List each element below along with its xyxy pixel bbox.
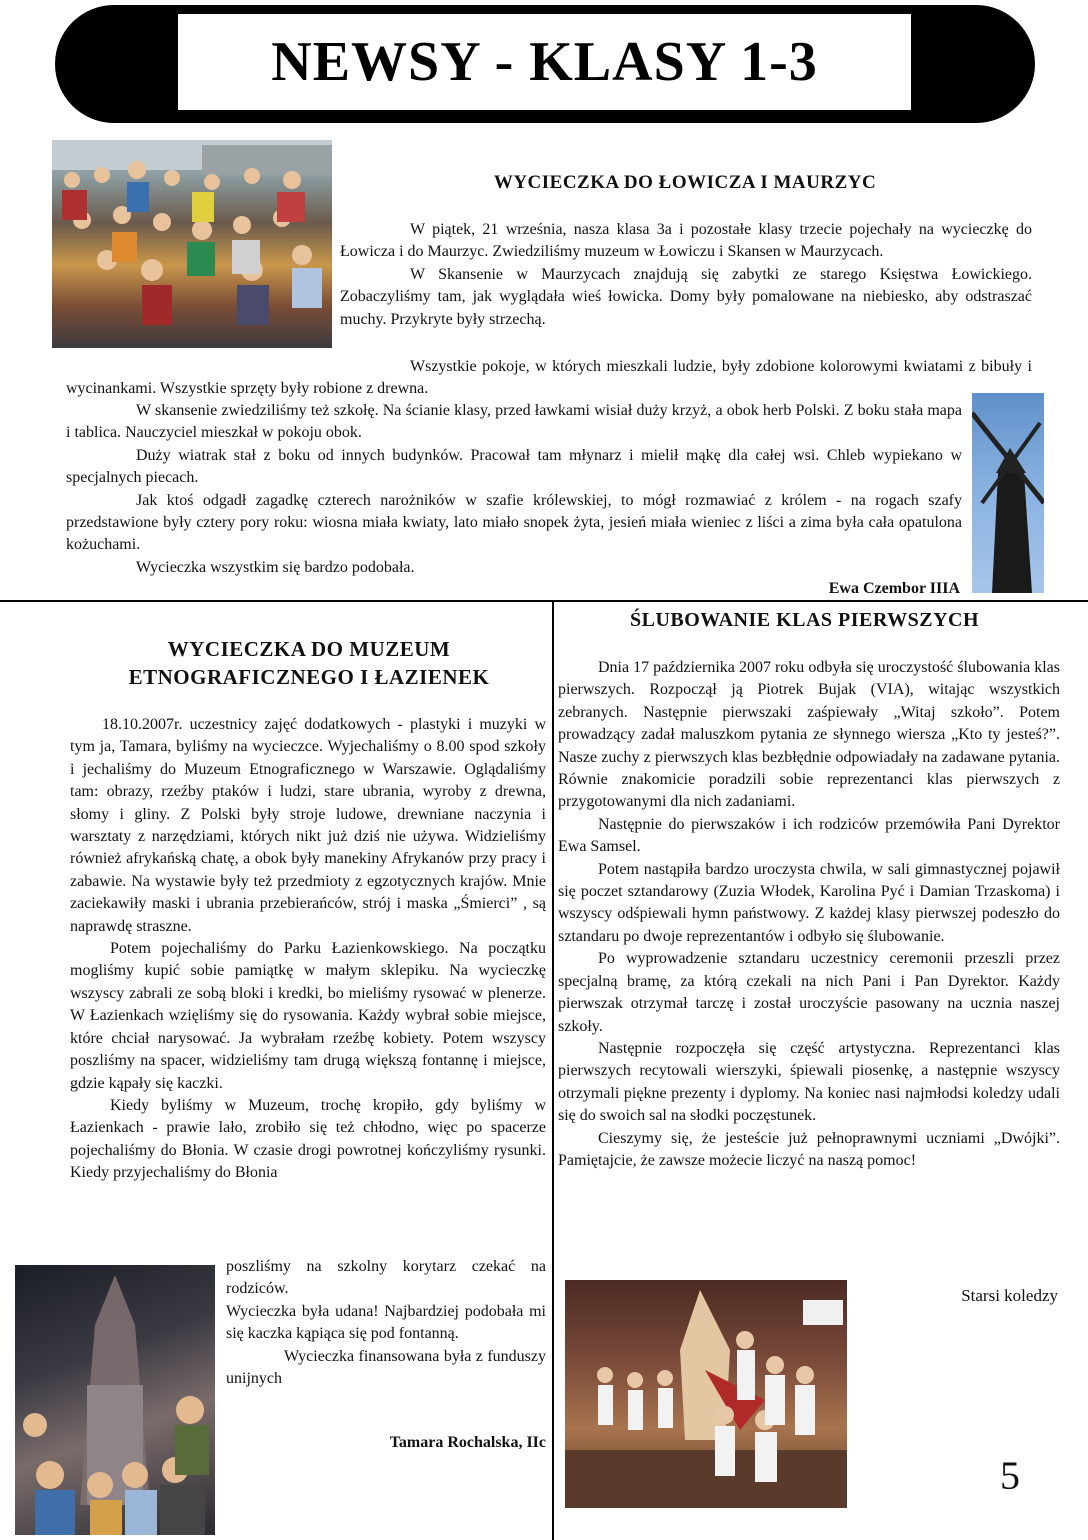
article3-paragraph: Potem nastąpiła bardzo uroczysta chwila, w sali gimnastycznej pojawił się poczet sztandarowy (Zuzia Włodek, Karolina Pyć i Damian Trzaskoma) i wszyscy odśpiewali hymn państwowy. Z każdej klasy pierwszej podeszło do sztandaru po dwoje reprezentantów i odbyło się ślubowanie. xyxy=(558,860,1060,945)
article1-paragraph: W skansenie zwiedziliśmy też szkołę. Na ścianie klasy, przed ławkami wisiał duży krzyż, a obok herb Polski. Z boku stała mapa i tablica. Nauczyciel mieszkał w pokoju obok. xyxy=(66,402,962,442)
article3-paragraph: Następnie rozpoczęła się część artystyczna. Reprezentanci klas pierwszych recytowali wierszyki, śpiewali piosenkę, a następnie wszyscy otrzymali piękne prezenty i dyplomy. Na koniec nasi najmłodsi koledzy udali się do swoich sal na słodki poczęstunek. xyxy=(558,1039,1060,1125)
photo-class-trip-group xyxy=(52,140,332,348)
photo-windmill xyxy=(972,393,1044,593)
article3-paragraph: Cieszymy się, że jesteście już pełnoprawnymi uczniami „Dwójki”. Pamiętajcie, że zawsze możecie liczyć na naszą pomoc! xyxy=(558,1129,1060,1169)
article2-author: Tamara Rochalska, IIc xyxy=(389,1434,546,1451)
article1-paragraph: W piątek, 21 września, nasza klasa 3a i pozostałe klasy trzecie pojechały na wycieczkę do Łowicza i do Maurzyc. Zwiedziliśmy muzeum w Łowiczu i Skansen w Maurzycach. xyxy=(340,221,1032,261)
article2-body xyxy=(70,714,546,1185)
page-number: 5 xyxy=(1000,1453,1020,1498)
article2-title-line: ETNOGRAFICZNEGO I ŁAZIENEK xyxy=(128,665,490,689)
article1-paragraph: Wszystkie pokoje, w których mieszkali ludzie, były zdobione kolorowymi kwiatami z bibuły i wycinankami. Wszystkie sprzęty były robione z drewna. xyxy=(66,358,1032,398)
article3-title: ŚLUBOWANIE KLAS PIERWSZYCH xyxy=(630,609,980,631)
article2-title xyxy=(70,635,548,691)
vertical-divider xyxy=(552,600,554,1540)
page-title: NEWSY - KLASY 1-3 xyxy=(271,31,818,93)
article1-paragraph: Duży wiatrak stał z boku od innych budynków. Pracował tam młynarz i mielił mąkę dla całej wsi. Chleb wypiekano w specjalnych piecach. xyxy=(66,446,962,487)
article1-body-bottom xyxy=(66,400,962,579)
article1-title: WYCIECZKA DO ŁOWICZA I MAURZYC xyxy=(493,172,877,193)
article2-paragraph: 18.10.2007r. uczestnicy zajęć dodatkowych - plastyki i muzyki w tym ja, Tamara, byliśmy na wycieczce. Wyjechaliśmy o 8.00 spod szkoły i jechaliśmy do Muzeum Etnograficznego w Warszawie. Oglądaliśmy tam: obrazy, rzeźby ptaków i ludzi, stare ubrania, wyroby z drewna, słomy i gliny. Z Polski były stroje ludowe, drewniane naczynia i warsztaty z narzędziami, których nikt już dziś nie używa. Widzieliśmy również afrykańską chatę, a obok były manekiny Afrykanów przy pracy i zabawie. Na wystawie były też przedmioty z egzotycznych krajów. Mnie zaciekawiły maski i ubrania przebierańców, strój i maska „Śmierci” , są naprawdę straszne. xyxy=(70,716,546,935)
article2-paragraph: poszliśmy na szkolny korytarz czekać na rodziców. xyxy=(226,1258,546,1298)
article3-paragraph: Dnia 17 października 2007 roku odbyła się uroczystość ślubowania klas pierwszych. Rozpoczął ją Piotrek Bujak (VIA), witając wszystkich zebranych. Następnie pierwszaki zaśpiewały „Witaj szkoło”. Potem prowadzący zadał maluszkom pytania ze słynnego wiersza „Kto ty jesteś?”. Nasze zuchy z pierwszych klas bezbłędnie odpowiadały na zadawane pytania. Równie znakomicie poradzili sobie reprezentanci klas pierwszych z przygotowanymi dla nich zadaniami. xyxy=(558,659,1060,811)
article2-body-lower xyxy=(226,1256,546,1390)
article2-title-line: WYCIECZKA DO MUZEUM xyxy=(167,637,451,661)
horizontal-divider xyxy=(0,600,1088,602)
article1-paragraph: Jak ktoś odgadł zagadkę czterech narożników w szafie królewskiej, to mógł rozmawiać z królem - na rogach szafy przedstawione były cztery pory roku: wiosna miała kwiaty, lato miało snopek żyta, jesień miała wieniec z liści a zima była cała opatulona kożuchami. xyxy=(66,491,962,554)
article3-paragraph: Po wyprowadzenie sztandaru uczestnicy ceremonii przeszli przez specjalną bramę, za którą czekali na nich Pani i Pan Dyrektor. Każdy pierwszak otrzymał tarczę i został uroczyście pasowany na ucznia naszej szkoły. xyxy=(558,950,1060,1035)
article2-paragraph: Kiedy byliśmy w Muzeum, trochę kropiło, gdy byliśmy w Łazienkach - prawie lało, zrobiło się też chłodno, więc po spacerze pojechaliśmy do Błonia. W czasie drogi powrotnej kończyliśmy rysunki. Kiedy przyjechaliśmy do Błonia xyxy=(70,1096,546,1182)
article1-body-top xyxy=(340,219,1032,331)
article3-body xyxy=(558,657,1060,1172)
article3-author: Starsi koledzy xyxy=(961,1286,1058,1305)
photo-ceremony xyxy=(565,1280,847,1508)
article3-paragraph: Następnie do pierwszaków i ich rodziców przemówiła Pani Dyrektor Ewa Samsel. xyxy=(558,815,1060,856)
article1-paragraph: W Skansenie w Maurzycach znajdują się zabytki ze starego Księstwa Łowickiego. Zobaczyliśmy tam, jak wyglądała wieś łowicka. Domy były pomalowane na niebiesko, aby odstraszać muchy. Przykryte były strzechą. xyxy=(340,265,1032,328)
article2-paragraph: Wycieczka była udana! Najbardziej podobała mi się kaczka kąpiąca się pod fontanną. xyxy=(226,1302,546,1343)
article2-paragraph: Wycieczka finansowana była z funduszy unijnych xyxy=(226,1347,546,1388)
article2-paragraph: Potem pojechaliśmy do Parku Łazienkowskiego. Na początku mogliśmy kupić sobie pamiątkę w małym sklepiku. Na wycieczkę wszyscy zabrali ze sobą bloki i kredki, bo mieliśmy rysować w plenerze. W Łazienkach wzięliśmy się do rysowania. Każdy wybrał sobie miejsce, które chciał narysować. Ja wybrałam rzeźbę kobiety. Potem wszyscy poszliśmy na spacer, widzieliśmy tam drugą większą fontannę i miejsce, gdzie kąpały się kaczki. xyxy=(70,940,546,1092)
article1-body-mid xyxy=(66,356,1032,401)
photo-museum-kids xyxy=(15,1265,215,1535)
article1-paragraph: Wycieczka wszystkim się bardzo podobała. xyxy=(136,558,415,576)
article1-author: Ewa Czembor IIIA xyxy=(828,580,960,597)
